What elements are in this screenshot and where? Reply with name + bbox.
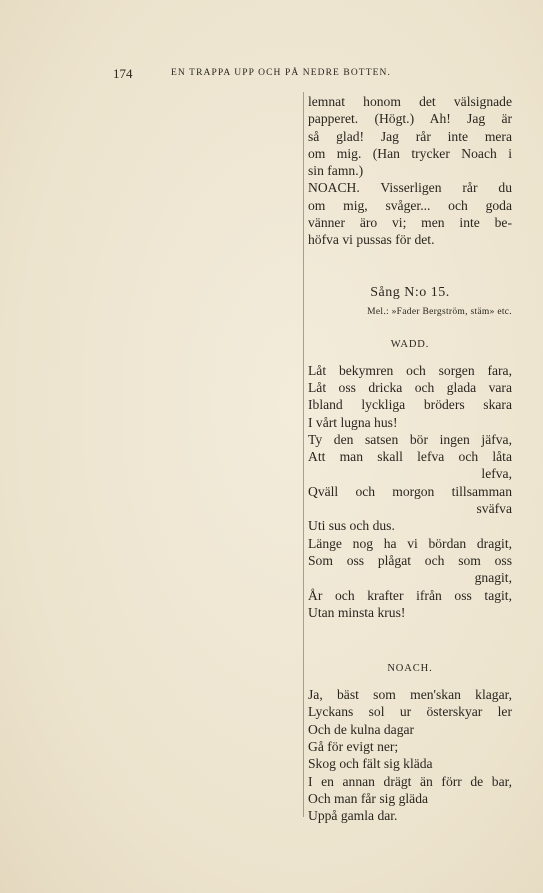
verse-line: gnagit,	[474, 570, 512, 586]
verse-line: År och krafter ifrån oss tagit,	[308, 587, 512, 603]
verse-line: Som oss plågat och som oss	[308, 552, 512, 568]
dialogue-line: lemnat honom det välsignade	[308, 94, 512, 109]
dialogue-line: om mig. (Han trycker Noach i	[308, 145, 512, 161]
verse-line: I vårt lugna hus!	[308, 414, 398, 430]
verse-line: Och man får sig gläda	[308, 790, 429, 806]
verse-block	[308, 686, 512, 824]
verse-block	[308, 362, 512, 621]
dialogue-line: så glad! Jag rår inte mera	[308, 128, 512, 144]
dialogue-line: papperet. (Högt.) Ah! Jag är	[308, 111, 512, 127]
verse-line: Länge nog ha vi bördan dragit,	[308, 535, 512, 551]
page-number: 174	[113, 66, 133, 81]
text-column	[308, 93, 512, 825]
dialogue-line: höfva vi pussas för det.	[308, 232, 435, 248]
verse-line: Ty den satsen bör ingen jäfva,	[308, 431, 512, 447]
running-title: EN TRAPPA UPP OCH PÅ NEDRE BOTTEN.	[171, 68, 391, 78]
verse-line: Skog och fält sig kläda	[308, 756, 433, 772]
verse-line: Lyckans sol ur österskyar ler	[308, 704, 512, 720]
verse-line: Gå för evigt ner;	[308, 739, 399, 755]
dialogue-block	[308, 93, 512, 249]
verse-line: Låt bekymren och sorgen fara,	[308, 362, 512, 378]
verse-line: Uppå gamla dar.	[308, 808, 398, 824]
verse-line: Utan minsta krus!	[308, 604, 406, 620]
dialogue-line: vänner äro vi; men inte be-	[308, 215, 512, 231]
verse-line: Uti sus och dus.	[308, 518, 395, 534]
melody-note: Mel.: »Fader Bergström, stäm» etc.	[367, 306, 512, 317]
verse-line: Låt oss dricka och glada vara	[308, 379, 512, 395]
verse-line: lefva,	[481, 466, 512, 482]
verse-line: I en annan drägt än förr de bar,	[308, 773, 512, 789]
dialogue-line: NOACH. Visserligen rår du	[308, 180, 512, 196]
dialogue-line: om mig, svåger... och goda	[308, 197, 512, 213]
verse-line: Och de kulna dagar	[308, 721, 415, 737]
speaker-name: WADD.	[390, 338, 430, 350]
verse-line: Att man skall lefva och låta	[308, 449, 512, 465]
verse-line: Ibland lyckliga bröders skara	[308, 397, 512, 413]
dialogue-line: sin famn.)	[308, 163, 364, 179]
column-rule	[303, 92, 304, 817]
speaker-name: NOACH.	[387, 663, 433, 675]
verse-line: sväfva	[476, 501, 512, 517]
verse-line: Ja, bäst som men'skan klagar,	[308, 687, 512, 703]
verse-line: Qväll och morgon tillsamman	[308, 483, 512, 499]
running-head	[0, 66, 543, 82]
song-title: Sång N:o 15.	[370, 284, 450, 300]
